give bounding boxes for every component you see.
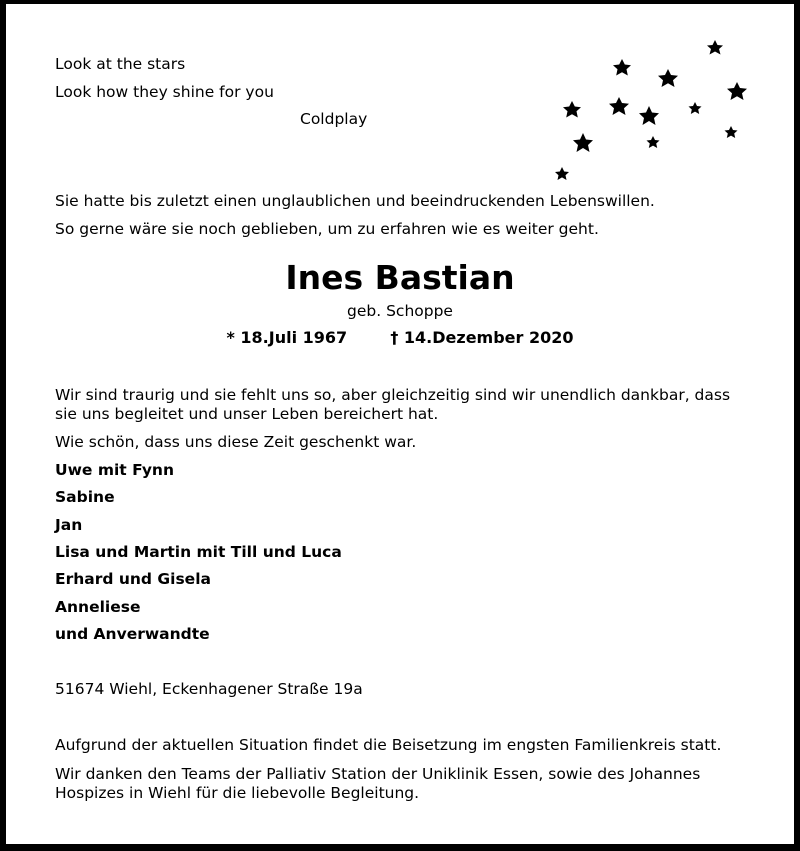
message-line-3: Wie schön, dass uns diese Zeit geschenkt war.: [55, 433, 417, 451]
closing-line-3: Hospizes in Wiehl für die liebevolle Begleitung.: [55, 784, 420, 802]
deceased-name: Ines Bastian: [285, 258, 515, 297]
mourner: Sabine: [55, 488, 115, 506]
mourner: Uwe mit Fynn: [55, 461, 174, 479]
quote-author: Coldplay: [300, 110, 368, 128]
star-icon: [647, 136, 660, 148]
star-icon: [689, 102, 702, 114]
mourner: Erhard und Gisela: [55, 570, 211, 588]
mourner: Jan: [55, 516, 83, 534]
closing-line-2: Wir danken den Teams der Palliativ Station der Uniklinik Essen, sowie des Johannes: [55, 765, 701, 783]
message-line-2: sie uns begleitet und unser Leben bereichert hat.: [55, 405, 439, 423]
birth-name: geb. Schoppe: [347, 302, 453, 320]
intro-line-2: So gerne wäre sie noch geblieben, um zu erfahren wie es weiter geht.: [55, 220, 599, 238]
birth-date: * 18.Juli 1967: [226, 328, 348, 347]
mourner: Lisa und Martin mit Till und Luca: [55, 543, 342, 561]
star-icon: [639, 106, 659, 125]
address: 51674 Wiehl, Eckenhagener Straße 19a: [55, 680, 363, 698]
message-line-1: Wir sind traurig und sie fehlt uns so, aber gleichzeitig sind wir unendlich dankbar, dass: [55, 386, 731, 404]
star-icon: [707, 40, 723, 55]
star-icon: [658, 69, 678, 87]
closing-line-1: Aufgrund der aktuellen Situation findet die Beisetzung im engsten Familienkreis statt.: [55, 736, 722, 754]
star-icon: [613, 59, 631, 76]
star-icon: [609, 97, 629, 115]
stars-icon: [550, 35, 760, 185]
star-icon: [563, 101, 581, 118]
mourner: Anneliese: [55, 598, 141, 616]
death-date: † 14.Dezember 2020: [390, 328, 574, 347]
star-icon: [727, 82, 747, 100]
life-dates: [0, 328, 800, 347]
quote-line-2: Look how they shine for you: [55, 83, 274, 101]
intro-line-1: Sie hatte bis zuletzt einen unglaublichen und beeindruckenden Lebenswillen.: [55, 192, 655, 210]
star-icon: [573, 133, 593, 152]
mourner: und Anverwandte: [55, 625, 210, 643]
star-icon: [725, 126, 738, 138]
quote-line-1: Look at the stars: [55, 55, 186, 73]
star-icon: [555, 167, 569, 180]
